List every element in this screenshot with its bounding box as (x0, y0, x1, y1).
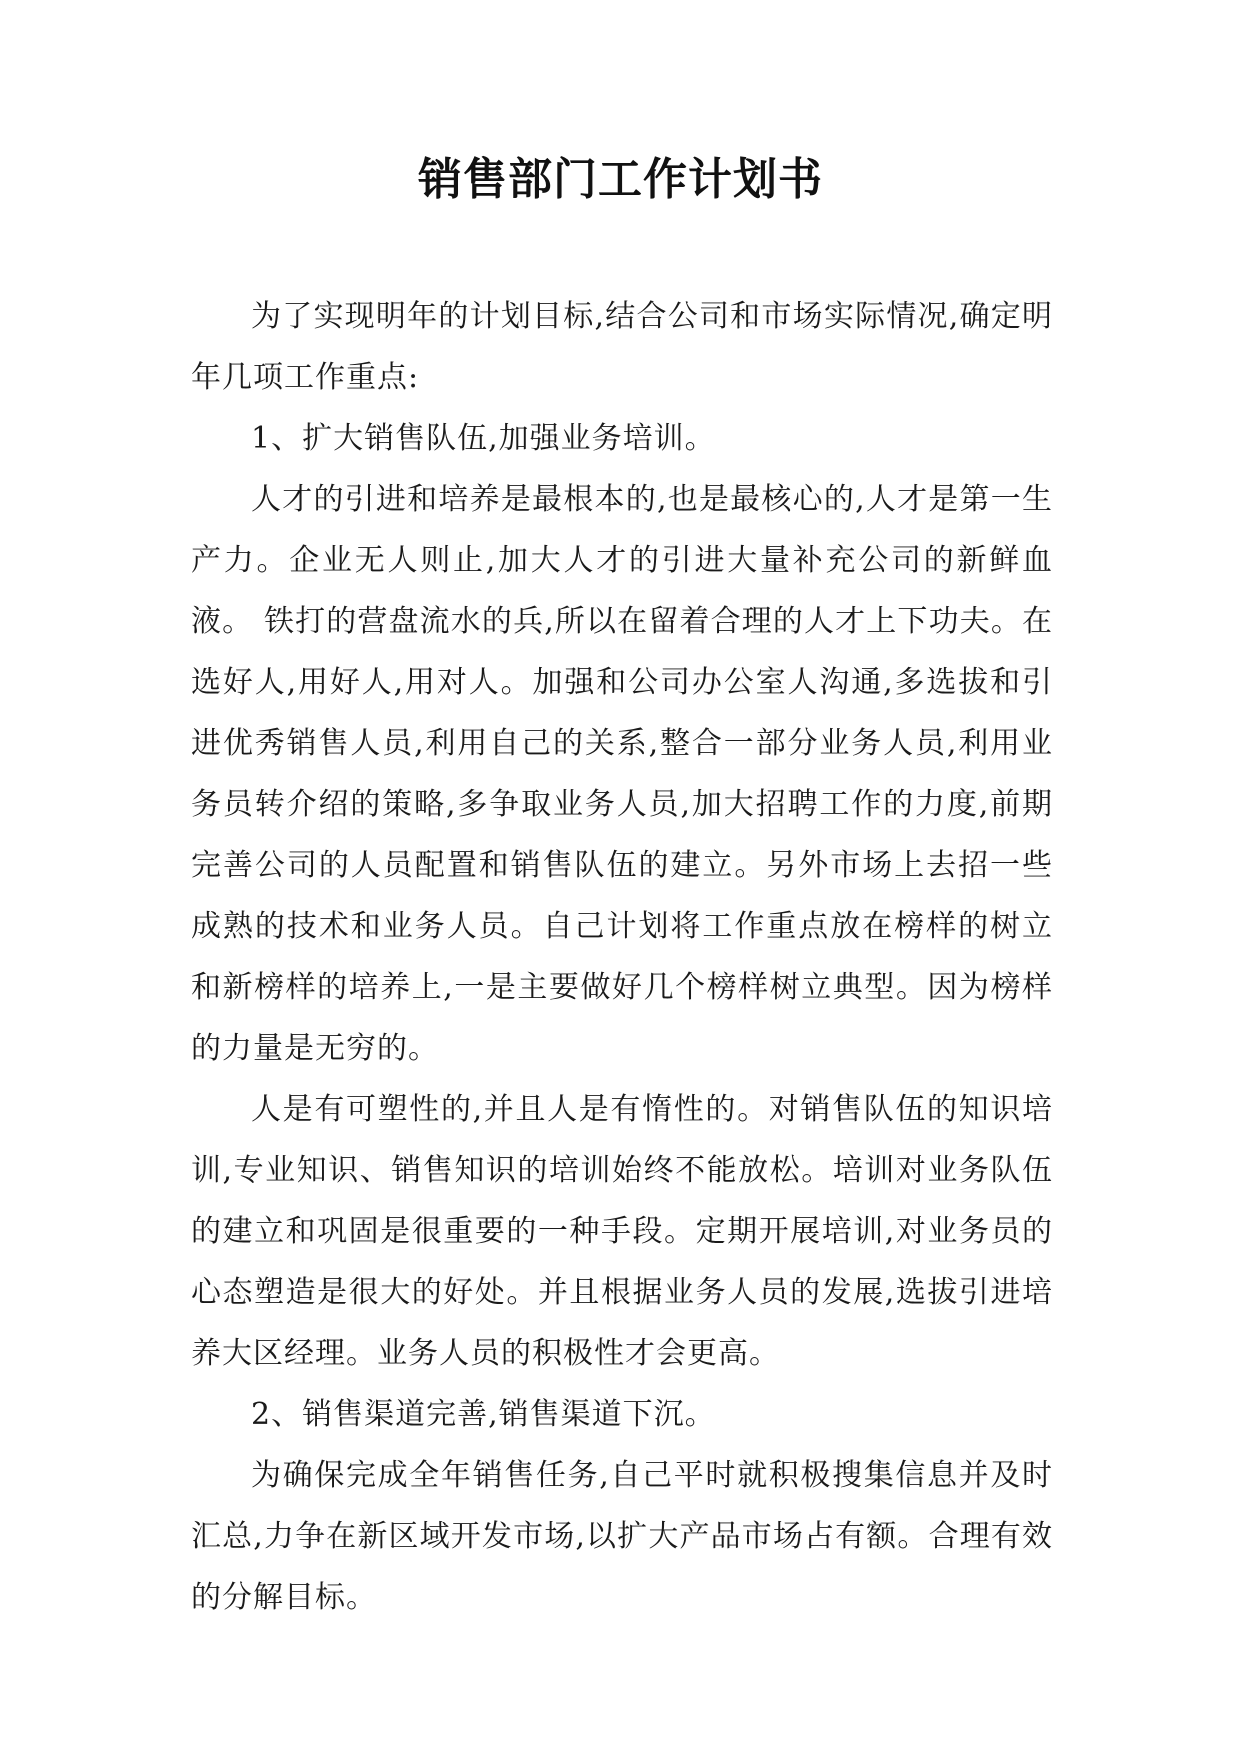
body-paragraph: 人才的引进和培养是最根本的,也是最核心的,人才是第一生产力。企业无人则止,加大人才的引进大量补充公司的新鲜血液。 铁打的营盘流水的兵,所以在留着合理的人才上下功夫。在选好人,用好人,用对人。加强和公司办公室人沟通,多选拔和引进优秀销售人员,利用自己的关系,整合一部分业务人员,利用业务员转介绍的策略,多争取业务人员,加大招聘工作的力度,前期完善公司的人员配置和销售队伍的建立。另外市场上去招一些成熟的技术和业务人员。自己计划将工作重点放在榜样的树立和新榜样的培养上,一是主要做好几个榜样树立典型。因为榜样的力量是无穷的。 (191, 482, 1053, 1066)
intro-paragraph: 为了实现明年的计划目标,结合公司和市场实际情况,确定明年几项工作重点: (191, 299, 1053, 395)
body-paragraph: 为确保完成全年销售任务,自己平时就积极搜集信息并及时汇总,力争在新区域开发市场,以扩大产品市场占有额。合理有效的分解目标。 (191, 1458, 1053, 1615)
section-heading-1: 1、扩大销售队伍,加强业务培训。 (251, 421, 716, 456)
body-paragraph: 人是有可塑性的,并且人是有惰性的。对销售队伍的知识培训,专业知识、销售知识的培训始终不能放松。培训对业务队伍的建立和巩固是很重要的一种手段。定期开展培训,对业务员的心态塑造是很大的好处。并且根据业务人员的发展,选拔引进培养大区经理。业务人员的积极性才会更高。 (191, 1092, 1053, 1371)
section-heading-2: 2、销售渠道完善,销售渠道下沉。 (251, 1397, 716, 1432)
document-title: 销售部门工作计划书 (418, 154, 823, 205)
document-body (191, 286, 1053, 1628)
